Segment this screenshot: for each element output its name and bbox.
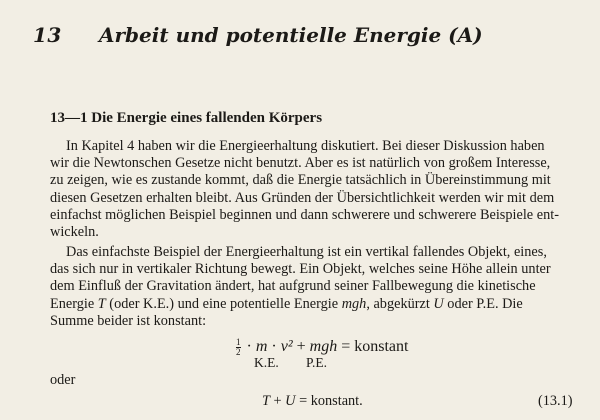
equation-rhs: = konstant. [295,393,363,409]
paragraph-2-line: Das einfachste Beispiel der Energieerhaltung ist ein vertikal fallendes Objekt, eines, [66,244,547,260]
paragraph-1-line: zu zeigen, wie es zustande kommt, daß die Energie tatsächlich in Übereinstimmung mit [50,172,551,189]
equation-13-1 [262,393,363,410]
fraction-one-half [236,338,241,357]
symbol-U: U [285,393,296,409]
section-heading: 13—1 Die Energie eines fallenden Körpers [50,110,323,126]
symbol-m: m [255,338,268,356]
chapter-number: 13 [33,23,62,47]
paragraph-2-line: dem Einfluß der Gravitation ändert, hat aufgrund seiner Fallbewegung die kinetische [50,278,536,295]
paragraph-1-line: wir die Newtonschen Gesetze nicht benutzt. Aber es ist natürlich von großem Interesse, [50,155,551,172]
operator: + [269,393,286,409]
text-run: oder P.E. Die [443,295,523,312]
paragraph-2-line: Summe beider ist konstant: [50,312,207,329]
equation-number: (13.1) [538,393,573,409]
symbol-U: U [433,295,444,312]
paragraph-2-line [50,296,580,313]
equation-kinetic-potential [236,338,436,378]
chapter-title: Arbeit und potentielle Energie (A) [99,23,483,47]
text-run: (oder K.E.) und eine potentielle Energie [105,295,342,312]
fraction-denominator: 2 [236,347,241,357]
equation-rhs: = konstant [337,338,409,356]
paragraph-1-line: diesen Gesetzen erhalten bleibt. Aus Gründen der Übersichtlichkeit werden wir mit dem [50,189,555,206]
operator: · [267,338,281,356]
label-ke: K.E. [254,355,279,370]
symbol-mgh: mgh [341,295,367,312]
text-run: Energie [50,295,98,312]
operator: + [292,338,310,356]
connector-word: oder [50,372,76,388]
label-pe: P.E. [306,355,328,370]
symbol-T: T [97,295,106,312]
paragraph-1 [50,138,580,241]
text-run: , abgekürzt [366,295,434,312]
paragraph-2-line: das sich nur in vertikaler Richtung bewegt. Ein Objekt, welches seine Höhe allein unter [50,261,551,278]
paragraph-2 [50,244,580,330]
paragraph-1-line: wickeln. [50,224,99,241]
symbol-T: T [262,393,270,409]
operator: · [242,338,256,356]
fraction-numerator: 1 [236,337,241,347]
symbol-v-squared: v² [280,338,293,356]
paragraph-1-line: einfachst möglichen Beispiel beginnen und dann schwerere und schwerere Beispiele ent- [50,206,559,223]
paragraph-1-line: In Kapitel 4 haben wir die Energieerhaltung diskutiert. Bei dieser Diskussion haben [66,138,545,154]
symbol-mgh: mgh [309,338,338,356]
